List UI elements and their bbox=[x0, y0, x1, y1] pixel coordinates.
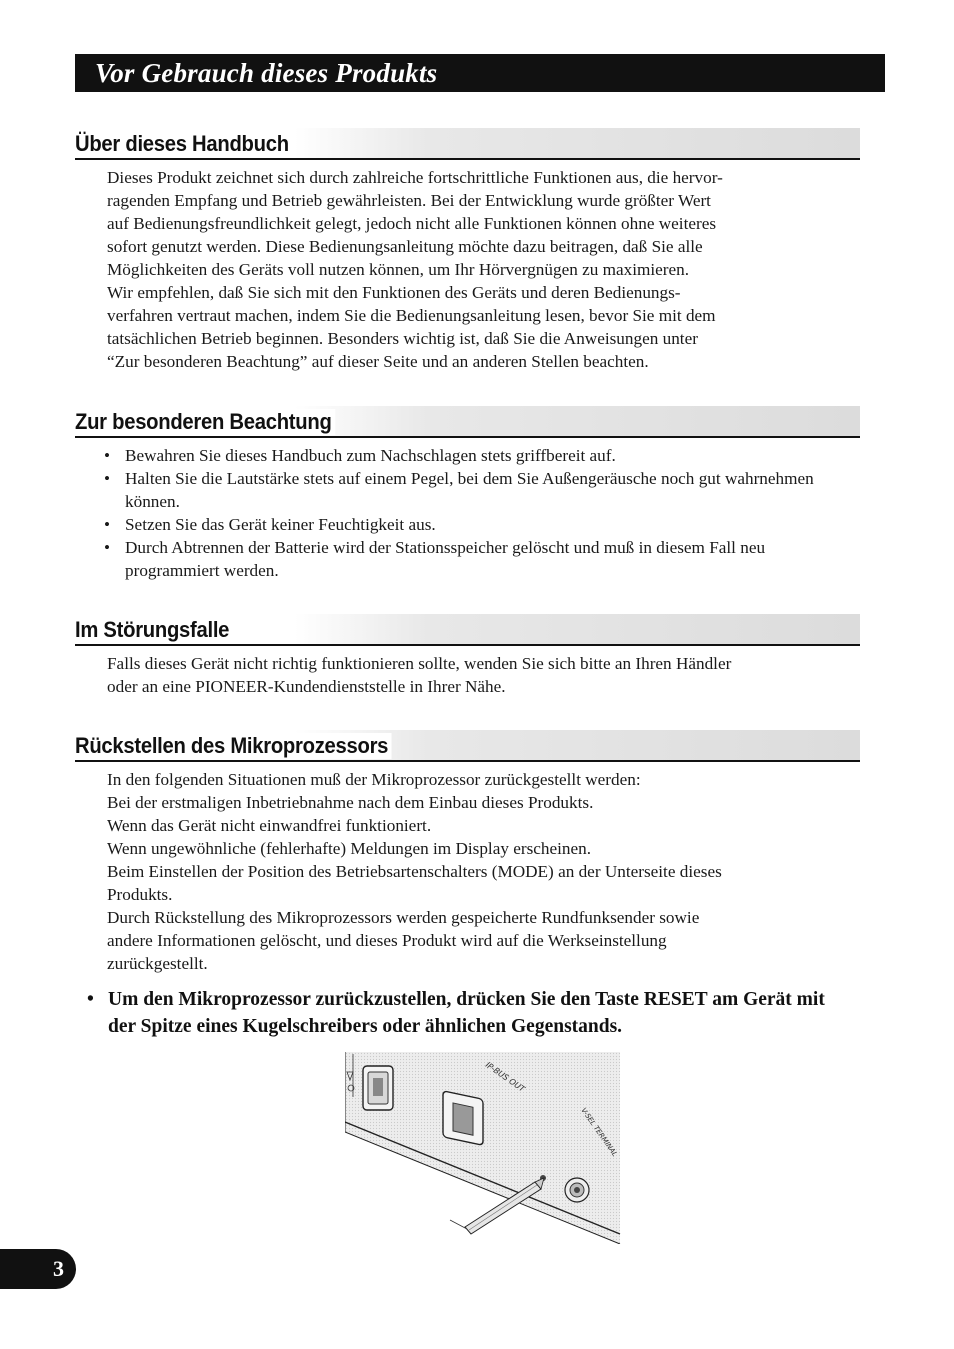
text-line: sofort genutzt werden. Diese Bedienungsanleitung möchte dazu beitragen, daß Sie alle bbox=[107, 237, 703, 256]
list-item: • Bewahren Sie dieses Handbuch zum Nachschlagen stets griffbereit auf. bbox=[104, 446, 616, 465]
text-line: Dieses Produkt zeichnet sich durch zahlreiche fortschrittliche Funktionen aus, die hervor- bbox=[107, 168, 723, 187]
text-line: In den folgenden Situationen muß der Mikroprozessor zurückgestellt werden: bbox=[107, 770, 641, 789]
text-line: verfahren vertraut machen, indem Sie die Bedienungsanleitung lesen, bevor Sie mit dem bbox=[107, 306, 716, 325]
list-item: • Durch Abtrennen der Batterie wird der Stationsspeicher gelöscht und muß in diesem Fall neu programmiert werden. bbox=[104, 538, 766, 580]
text-line: zurückgestellt. bbox=[107, 954, 208, 973]
stoerung-paragraph bbox=[107, 652, 827, 698]
text-line: Wir empfehlen, daß Sie sich mit den Funktionen des Geräts und deren Bedienungs- bbox=[107, 283, 681, 302]
vsel-label: V-SEL TERMINAL bbox=[579, 1106, 619, 1159]
text-line: auf Bedienungsfreundlichkeit gelegt, jedoch nicht alle Funktionen können ohne weiteres bbox=[107, 214, 717, 233]
section-header-beachtung bbox=[75, 406, 860, 438]
bullet: • bbox=[87, 989, 94, 1010]
beachtung-list bbox=[104, 444, 824, 582]
text-line: Bei der erstmaligen Inbetriebnahme nach dem Einbau dieses Produkts. bbox=[107, 793, 594, 812]
page-banner-title: Vor Gebrauch dieses Produkts bbox=[75, 54, 885, 92]
text-line: “Zur besonderen Beachtung” auf dieser Seite und an anderen Stellen beachten. bbox=[107, 352, 649, 371]
text-line: Wenn ungewöhnliche (fehlerhafte) Meldungen im Display erscheinen. bbox=[107, 839, 591, 858]
reset-instruction bbox=[87, 986, 847, 1040]
section-header-reset bbox=[75, 730, 860, 762]
section-heading: Zur besonderen Beachtung bbox=[75, 409, 335, 435]
section-heading: Über dieses Handbuch bbox=[75, 131, 292, 157]
text-line: Wenn das Gerät nicht einwandfrei funktioniert. bbox=[107, 816, 432, 835]
reset-instruction-text: Um den Mikroprozessor zurückzustellen, drücken Sie den Taste RESET am Gerät mit der Spitze eines Kugelschreibers oder ähnlichen Gegenstands. bbox=[108, 989, 825, 1037]
page-number: 3 bbox=[0, 1249, 76, 1289]
reset-paragraph bbox=[107, 768, 827, 975]
list-item: • Halten Sie die Lautstärke stets auf einem Pegel, bei dem Sie Außengeräusche noch gut wahrnehmen können. bbox=[104, 469, 814, 511]
text-line: andere Informationen gelöscht, und dieses Produkt wird auf die Werkseinstellung bbox=[107, 931, 667, 950]
text-line: ragenden Empfang und Betrieb gewährleisten. Bei der Entwicklung wurde größter Wert bbox=[107, 191, 711, 210]
vsel-terminal bbox=[565, 1178, 589, 1202]
text-line: Beim Einstellen der Position des Betriebsartenschalters (MODE) an der Unterseite dieses bbox=[107, 862, 722, 881]
text-line: tatsächlichen Betrieb beginnen. Besonders wichtig ist, daß Sie die Anweisungen unter bbox=[107, 329, 698, 348]
text-line: Produkts. bbox=[107, 885, 173, 904]
ipbus-connector bbox=[363, 1066, 393, 1110]
section-heading: Rückstellen des Mikroprozessors bbox=[75, 733, 392, 759]
section-header-handbuch bbox=[75, 128, 860, 160]
text-line: oder an eine PIONEER-Kundendienststelle in Ihrer Nähe. bbox=[107, 677, 506, 696]
connector bbox=[443, 1091, 483, 1146]
section-header-stoerung bbox=[75, 614, 860, 646]
text-line: Durch Rückstellung des Mikroprozessors werden gespeicherte Rundfunksender sowie bbox=[107, 908, 700, 927]
handbuch-paragraph bbox=[107, 166, 827, 373]
ipbus-label: IP-BUS OUT bbox=[483, 1060, 527, 1094]
section-heading: Im Störungsfalle bbox=[75, 617, 233, 643]
list-item: • Setzen Sie das Gerät keiner Feuchtigkeit aus. bbox=[104, 515, 436, 534]
text-line: Möglichkeiten des Geräts voll nutzen können, um Ihr Hörvergnügen zu maximieren. bbox=[107, 260, 689, 279]
text-line: Falls dieses Gerät nicht richtig funktionieren sollte, wenden Sie sich bitte an Ihren Händler bbox=[107, 654, 732, 673]
reset-illustration bbox=[345, 1052, 625, 1244]
